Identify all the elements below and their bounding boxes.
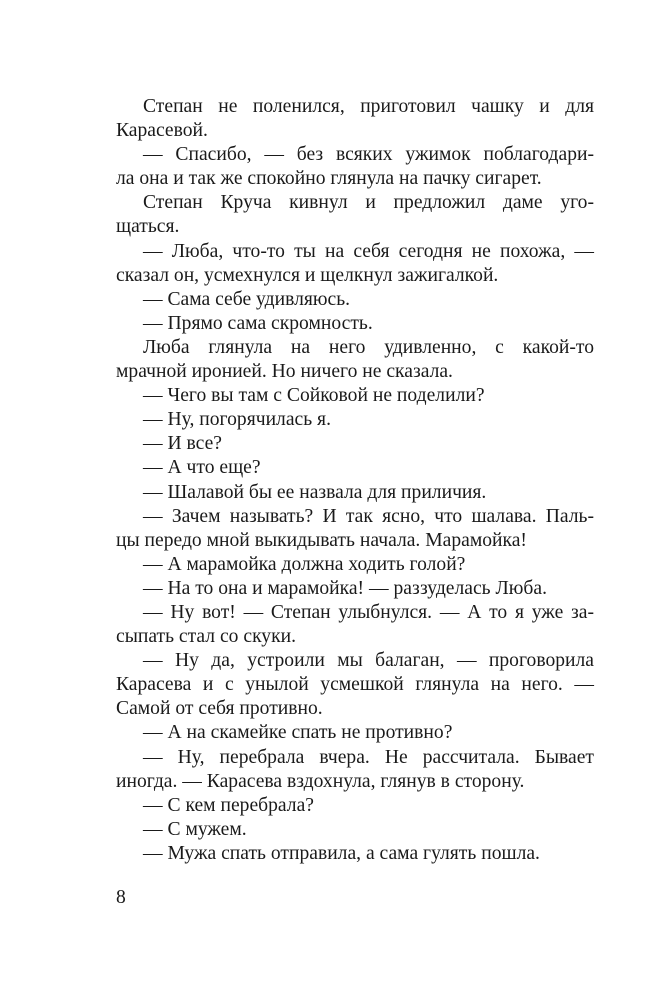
- text-line: Карасевой.: [116, 120, 208, 142]
- text-line: — Ну, перебрала вчера. Не рассчитала. Бывает: [143, 746, 594, 768]
- text-line: ла она и так же спокойно глянула на пачку сигарет.: [116, 168, 542, 190]
- text-line: — А на скамейке спать не противно?: [143, 722, 453, 744]
- text-line: — Шалавой бы ее назвала для приличия.: [143, 481, 487, 503]
- text-line: — Ну да, устроили мы балаган, — проговорила: [143, 650, 594, 672]
- text-line: — Ну вот! — Степан улыбнулся. — А то я уже за-: [143, 601, 594, 623]
- page-text: [116, 95, 594, 866]
- text-line: — Прямо сама скромность.: [143, 312, 373, 334]
- text-line: — Люба, что-то ты на себя сегодня не похожа, —: [143, 240, 594, 262]
- text-line: Люба глянула на него удивленно, с какой-то: [143, 336, 594, 358]
- text-line: — С кем перебрала?: [143, 794, 314, 816]
- text-line: — А марамойка должна ходить голой?: [143, 553, 466, 575]
- text-line: мрачной иронией. Но ничего не сказала.: [116, 361, 453, 383]
- text-line: — Мужа спать отправила, а сама гулять пошла.: [143, 842, 540, 864]
- text-line: Степан Круча кивнул и предложил даме уго-: [143, 192, 594, 214]
- text-line: Степан не поленился, приготовил чашку и для: [143, 96, 594, 117]
- text-line: щаться.: [116, 216, 180, 238]
- text-line: иногда. — Карасева вздохнула, глянув в сторону.: [116, 770, 525, 792]
- text-line: — Спасибо, — без всяких ужимок поблагодари-: [143, 144, 594, 166]
- text-line: сыпать стал со скуки.: [116, 626, 297, 648]
- text-line: — Сама себе удивляюсь.: [143, 288, 351, 310]
- text-line: — И все?: [143, 433, 223, 455]
- text-line: — С мужем.: [143, 818, 247, 840]
- text-line: — А что еще?: [143, 457, 261, 479]
- text-line: сказал он, усмехнулся и щелкнул зажигалкой.: [116, 264, 499, 286]
- text-line: — На то она и марамойка! — раззуделась Люба.: [143, 577, 547, 599]
- text-line: — Зачем называть? И так ясно, что шалава. Паль-: [143, 505, 594, 527]
- page-number: 8: [116, 887, 126, 908]
- text-line: — Ну, погорячилась я.: [143, 409, 331, 431]
- text-line: цы передо мной выкидывать начала. Марамойка!: [116, 529, 527, 551]
- text-line: Карасева и с унылой усмешкой глянула на него. —: [116, 674, 594, 696]
- text-line: — Чего вы там с Сойковой не поделили?: [143, 385, 485, 407]
- text-line: Самой от себя противно.: [116, 698, 323, 720]
